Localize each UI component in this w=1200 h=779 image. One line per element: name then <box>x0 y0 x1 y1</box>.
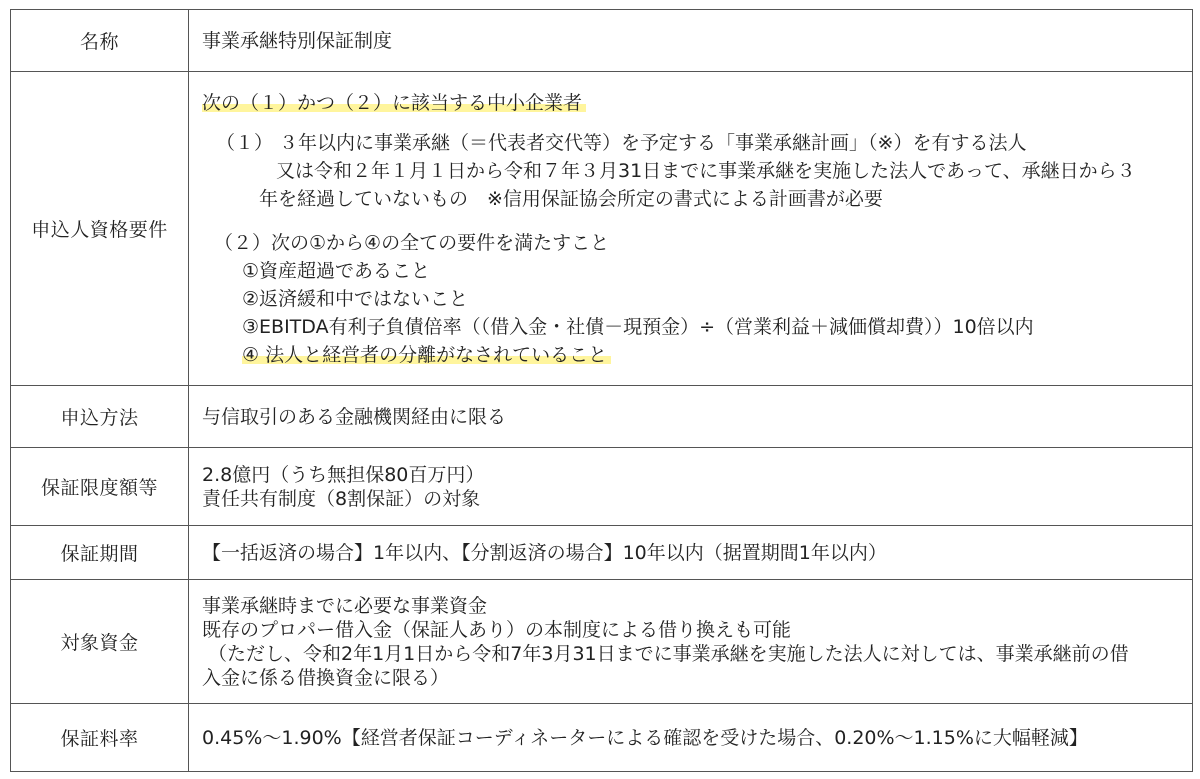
row-content-guarantee-limit <box>189 448 1193 526</box>
requirement-2-text: ②返済緩和中ではないこと <box>242 287 469 310</box>
condition-1-note-text: 年を経過していないもの ※信用保証協会所定の書式による計画書が必要 <box>259 187 883 210</box>
eligible-funds-line-3: （ただし、令和2年1月1日から令和7年3月31日までに事業承継を実施した法人に対しては、事業承継前の借 <box>208 642 1129 665</box>
guarantee-fee-text: 0.45%～1.90%【経営者保証コーディネーターによる確認を受けた場合、0.20%～1.15%に大幅軽減】 <box>202 726 1088 749</box>
row-content-eligibility <box>189 72 1193 386</box>
row-label-guarantee-fee: 保証料率 <box>11 704 189 772</box>
row-label-application-method: 申込方法 <box>11 386 189 448</box>
eligibility-summary-text: 次の（１）かつ（２）に該当する中小企業者 <box>202 92 586 114</box>
spec-table <box>10 9 1193 772</box>
condition-2-text: （２）次の①から④の全ての要件を満たすこと <box>214 231 610 254</box>
table-row-guarantee-limit <box>11 448 1193 526</box>
condition-1-detail-text: 又は令和２年１月１日から令和７年３月31日までに事業承継を実施した法人であって、承継日から３ <box>276 159 1136 182</box>
requirement-4-text: ④ 法人と経営者の分離がなされていること <box>242 344 611 366</box>
requirement-3-text: ③EBITDA有利子負債倍率（（借入金・社債－現預金）÷（営業利益＋減価償却費））10倍以内 <box>242 315 1034 338</box>
responsibility-sharing-text: 責任共有制度（8割保証）の対象 <box>202 487 481 510</box>
eligible-funds-line-1: 事業承継時までに必要な事業資金 <box>202 594 488 617</box>
row-content-guarantee-fee <box>189 704 1193 772</box>
row-content-name <box>189 10 1193 72</box>
row-label-guarantee-period: 保証期間 <box>11 526 189 580</box>
row-content-guarantee-period <box>189 526 1193 580</box>
guarantee-spec-document <box>10 9 1192 771</box>
eligible-funds-line-4: 入金に係る借換資金に限る） <box>202 666 450 689</box>
table-row-guarantee-fee <box>11 704 1193 772</box>
row-label-name: 名称 <box>11 10 189 72</box>
row-content-eligible-funds <box>189 580 1193 704</box>
guarantee-period-text: 【一括返済の場合】1年以内、【分割返済の場合】10年以内（据置期間1年以内） <box>202 541 887 564</box>
table-row-name <box>11 10 1193 72</box>
condition-1-text: （１） ３年以内に事業承継（＝代表者交代等）を予定する「事業承継計画」（※）を有する法人 <box>216 131 1027 154</box>
row-content-application-method <box>189 386 1193 448</box>
eligible-funds-line-2: 既存のプロパー借入金（保証人あり）の本制度による借り換えも可能 <box>202 618 792 641</box>
row-label-guarantee-limit: 保証限度額等 <box>11 448 189 526</box>
row-label-eligibility: 申込人資格要件 <box>11 72 189 386</box>
table-row-guarantee-period <box>11 526 1193 580</box>
program-name-text: 事業承継特別保証制度 <box>202 29 393 52</box>
table-row-eligibility <box>11 72 1193 386</box>
table-row-eligible-funds <box>11 580 1193 704</box>
application-method-text: 与信取引のある金融機関経由に限る <box>202 405 507 428</box>
table-row-application-method <box>11 386 1193 448</box>
row-label-eligible-funds: 対象資金 <box>11 580 189 704</box>
guarantee-limit-amount-text: 2.8億円（うち無担保80百万円） <box>202 463 485 486</box>
requirement-1-text: ①資産超過であること <box>242 259 431 282</box>
